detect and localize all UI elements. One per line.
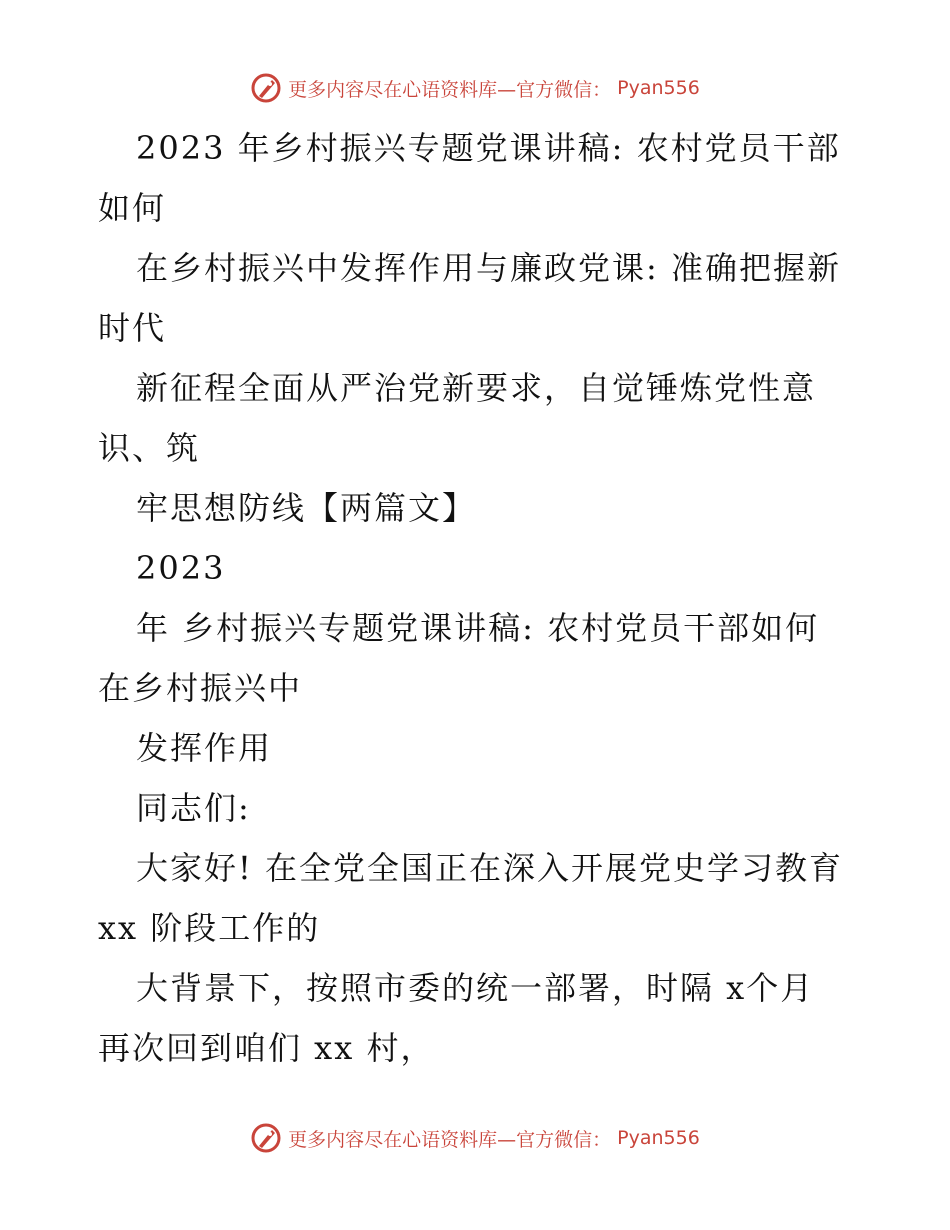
footer-watermark	[0, 1122, 950, 1154]
text-line: 识、筑	[98, 429, 201, 467]
watermark-handle: Pyan556	[617, 77, 700, 99]
header-watermark	[0, 72, 950, 104]
text-line: 2023	[136, 549, 226, 587]
text-line: 再次回到咱们 xx 村，	[98, 1029, 435, 1067]
text-line: xx 阶段工作的	[98, 909, 321, 947]
text-line: 时代	[98, 309, 167, 347]
text-line: 2023 年乡村振兴专题党课讲稿: 农村党员干部	[136, 129, 841, 167]
text-line: 如何	[98, 189, 167, 227]
watermark-text: 更多内容尽在心语资料库—官方微信：	[288, 78, 612, 101]
text-line: 新征程全面从严治党新要求，自觉锤炼党性意	[136, 369, 817, 407]
quill-logo-icon	[250, 72, 282, 104]
text-line: 牢思想防线【两篇文】	[136, 489, 477, 527]
text-line: 大背景下，按照市委的统一部署，时隔 x个月	[136, 969, 815, 1007]
text-line: 在乡村振兴中发挥作用与廉政党课: 准确把握新	[136, 249, 841, 287]
text-line: 年 乡村振兴专题党课讲稿: 农村党员干部如何	[136, 609, 820, 647]
text-line: 大家好! 在全党全国正在深入开展党史学习教育	[136, 849, 844, 887]
text-line: 在乡村振兴中	[98, 669, 303, 707]
text-line: 同志们:	[136, 789, 251, 827]
watermark-handle: Pyan556	[617, 1127, 700, 1149]
document-body	[98, 118, 858, 1078]
text-line: 发挥作用	[136, 729, 273, 767]
watermark-text: 更多内容尽在心语资料库—官方微信：	[288, 1128, 612, 1151]
quill-logo-icon	[250, 1122, 282, 1154]
